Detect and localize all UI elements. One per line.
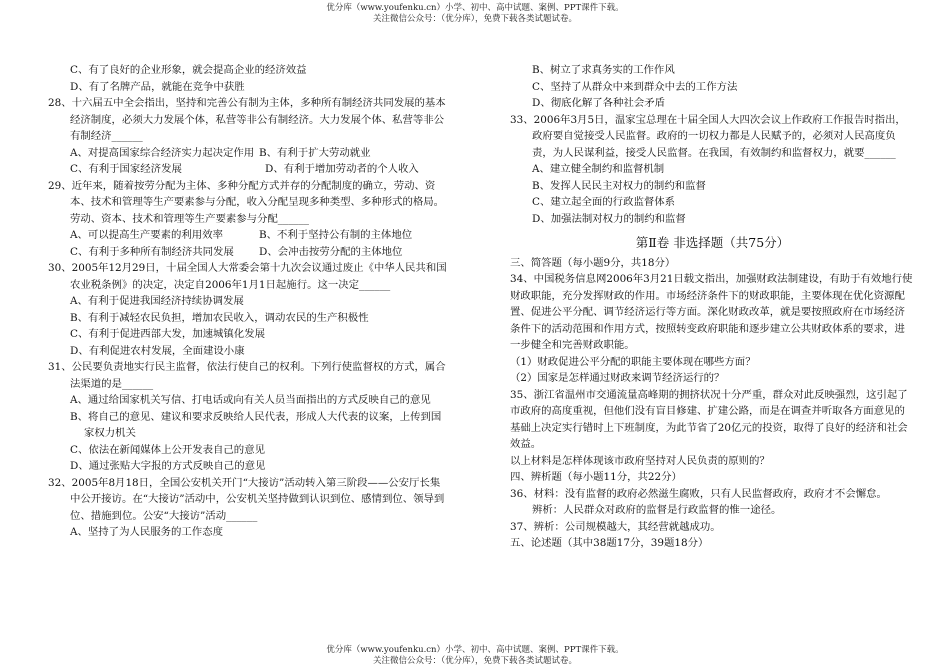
question-29: 29、近年来，随着按劳分配为主体、多种分配方式并存的分配制度的确立，劳动、资本、技术和管理等生产要素参与分配，收入分配呈现多种类型、多种形式的格局。劳动、资本、技术和管理等生产要素参与分配______ (48, 179, 445, 225)
q28-option-c: C、有利于国家经济发展 (70, 163, 182, 175)
question-30: 30、2005年12月29日，十届全国人大常委会第十九次会议通过废止《中华人民共和国农业税条例》的决定，决定自2006年1月1日起施行。这一决定______ (48, 262, 447, 291)
q34-subquestion-2: （2）国家是怎样通过财政来调节经济运行的？ (510, 372, 725, 384)
question-34: 34、中国税务信息网2006年3月21日载文指出，加强财政法制建设，有助于有效地行使财政职能，充分发挥财政的作用。市场经济条件下的财政职能，主要体现在优化资源配置、促进公平分配、调节经济运行等方面。深化财政改革，就是要按照政府在市场经济条件下的活动范围和作用方式，按照转变政府职能和逐步建立公共财政体系的要求，进一步健全和完善财政职能。 (510, 273, 913, 351)
q32-option-c: C、坚持了从群众中来到群众中去的工作方法 (532, 80, 738, 93)
question-36: 36、材料：没有监督的政府必然滋生腐败，只有人民监督政府，政府才不会懈怠。 (510, 487, 887, 500)
q31-option-b: B、将自己的意见、建议和要求反映给人民代表，形成人大代表的议案，上传到国家权力机关 (70, 410, 442, 439)
q29-option-c: C、有利于多种所有制经济共同发展 (70, 245, 234, 258)
q32-option-b: B、树立了求真务实的工作作风 (532, 64, 675, 76)
q31-option-a: A、通过给国家机关写信、打电话或向有关人员当面指出的方式反映自己的意见 (70, 394, 431, 406)
q29-option-d: D、会冲击按劳分配的主体地位 (259, 245, 403, 258)
q31-option-c: C、依法在新闻媒体上公开发表自己的意见 (70, 443, 265, 456)
q29-option-b: B、不利于坚持公有制的主体地位 (259, 229, 413, 241)
footer-line-1: 优分库（www.youfenku.cn）小学、初中、高中试题、案例、PPT课件下载。 (326, 645, 624, 655)
page-footer (0, 645, 950, 667)
q30-option-b: B、有利于减轻农民负担，增加农民收入，调动农民的生产积极性 (70, 311, 369, 324)
question-35: 35、浙江省温州市交通流量高峰期的拥挤状况十分严重，群众对此反映强烈，这引起了市政府的高度重视，但他们没有盲目修建、扩建公路，而是在调查并听取各方面意见的基础上决定实行错时上下班制度，为此节省了20亿元的投资，取得了良好的经济和社会效益。 (510, 388, 908, 450)
header-line-1: 优分库（www.youfenku.cn）小学、初中、高中试题、案例、PPT课件下载。 (326, 3, 624, 13)
q34-subquestion-1: （1）财政促进公平分配的职能主要体现在哪些方面？ (510, 355, 756, 368)
q30-option-d: D、有利促进农村发展，全面建设小康 (70, 344, 245, 357)
q28-option-a: A、对提高国家综合经济实力起决定作用 (70, 146, 255, 159)
section-3-heading: 三、简答题（每小题9分，共18分） (510, 256, 676, 269)
q28-options-ab (48, 145, 448, 162)
q32-option-a: A、坚持了为人民服务的工作态度 (70, 526, 223, 538)
header-line-2: 关注微信公众号：（优分库），免费下载各类试题试卷。 (372, 14, 577, 24)
q27-option-d: D、有了名牌产品，就能在竞争中获胜 (70, 80, 245, 93)
q29-options-cd (48, 244, 448, 261)
q28-options-cd (48, 161, 448, 178)
question-37: 37、辨析：公司规模越大，其经营就越成功。 (510, 520, 721, 533)
section-4-heading: 四、辨析题（每小题11分，共22分） (510, 471, 682, 483)
q33-option-b: B、发挥人民民主对权力的制约和监督 (532, 179, 706, 192)
q27-option-c: C、有了良好的企业形象，就会提高企业的经济效益 (70, 64, 307, 76)
page-header (0, 3, 950, 25)
q28-option-b: B、有利于扩大劳动就业 (259, 146, 371, 159)
section-5-heading: 五、论述题（其中38题17分，39题18分） (510, 537, 709, 549)
right-column (510, 62, 915, 552)
question-33: 33、2006年3月5日，温家宝总理在十届全国人大四次会议上作政府工作报告时指出，政府要自觉接受人民监督。政府的一切权力都是人民赋予的，必须对人民高度负责，为人民谋利益，接受人民监督。在我国，有效制约和监督权力，就要______ (510, 113, 906, 159)
q33-option-d: D、加强法制对权力的制约和监督 (532, 212, 686, 225)
left-column (48, 62, 448, 541)
q29-options-ab (48, 227, 448, 244)
footer-line-2: 关注微信公众号：（优分库），免费下载各类试题试卷。 (372, 656, 577, 666)
part-2-title: 第Ⅱ卷 非选择题（共75分） (635, 235, 790, 250)
q36-statement: 辨析：人民群众对政府的监督是行政监督的惟一途径。 (532, 504, 782, 516)
q32-option-d: D、彻底化解了各种社会矛盾 (532, 97, 666, 109)
q33-option-c: C、建立起全面的行政监督体系 (532, 196, 676, 208)
question-28: 28、十六届五中全会指出，坚持和完善公有制为主体，多种所有制经济共同发展的基本经济制度，必须大力发展个体，私营等非公有制经济。大力发展个体、私营等非公有制经济______ (48, 97, 446, 142)
q28-option-d: D、有利于增加劳动者的个人收入 (265, 163, 419, 175)
question-32: 32、2005年8月18日，全国公安机关开门“大接访”活动转入第三阶段——公安厅长集中公开接访。在“大接访”活动中，公安机关坚持做到认识到位、感情到位、领导到位、措施到位。公安“大接访”活动______ (48, 476, 445, 522)
question-31: 31、公民要负责地实行民主监督，依法行使自己的权利。下列行使监督权的方式，属合法渠道的是______ (48, 361, 446, 390)
q30-option-a: A、有利于促进我国经济持续协调发展 (70, 295, 244, 307)
q31-option-d: D、通过张贴大字报的方式反映自己的意见 (70, 460, 266, 472)
q35-prompt: 以上材料是怎样体现该市政府坚持对人民负责的原则的？ (510, 454, 770, 467)
q29-option-a: A、可以提高生产要素的利用效率 (70, 229, 223, 241)
q30-option-c: C、有利于促进西部大发，加速城镇化发展 (70, 328, 265, 340)
q33-option-a: A、建立健全制约和监督机制 (532, 163, 665, 175)
